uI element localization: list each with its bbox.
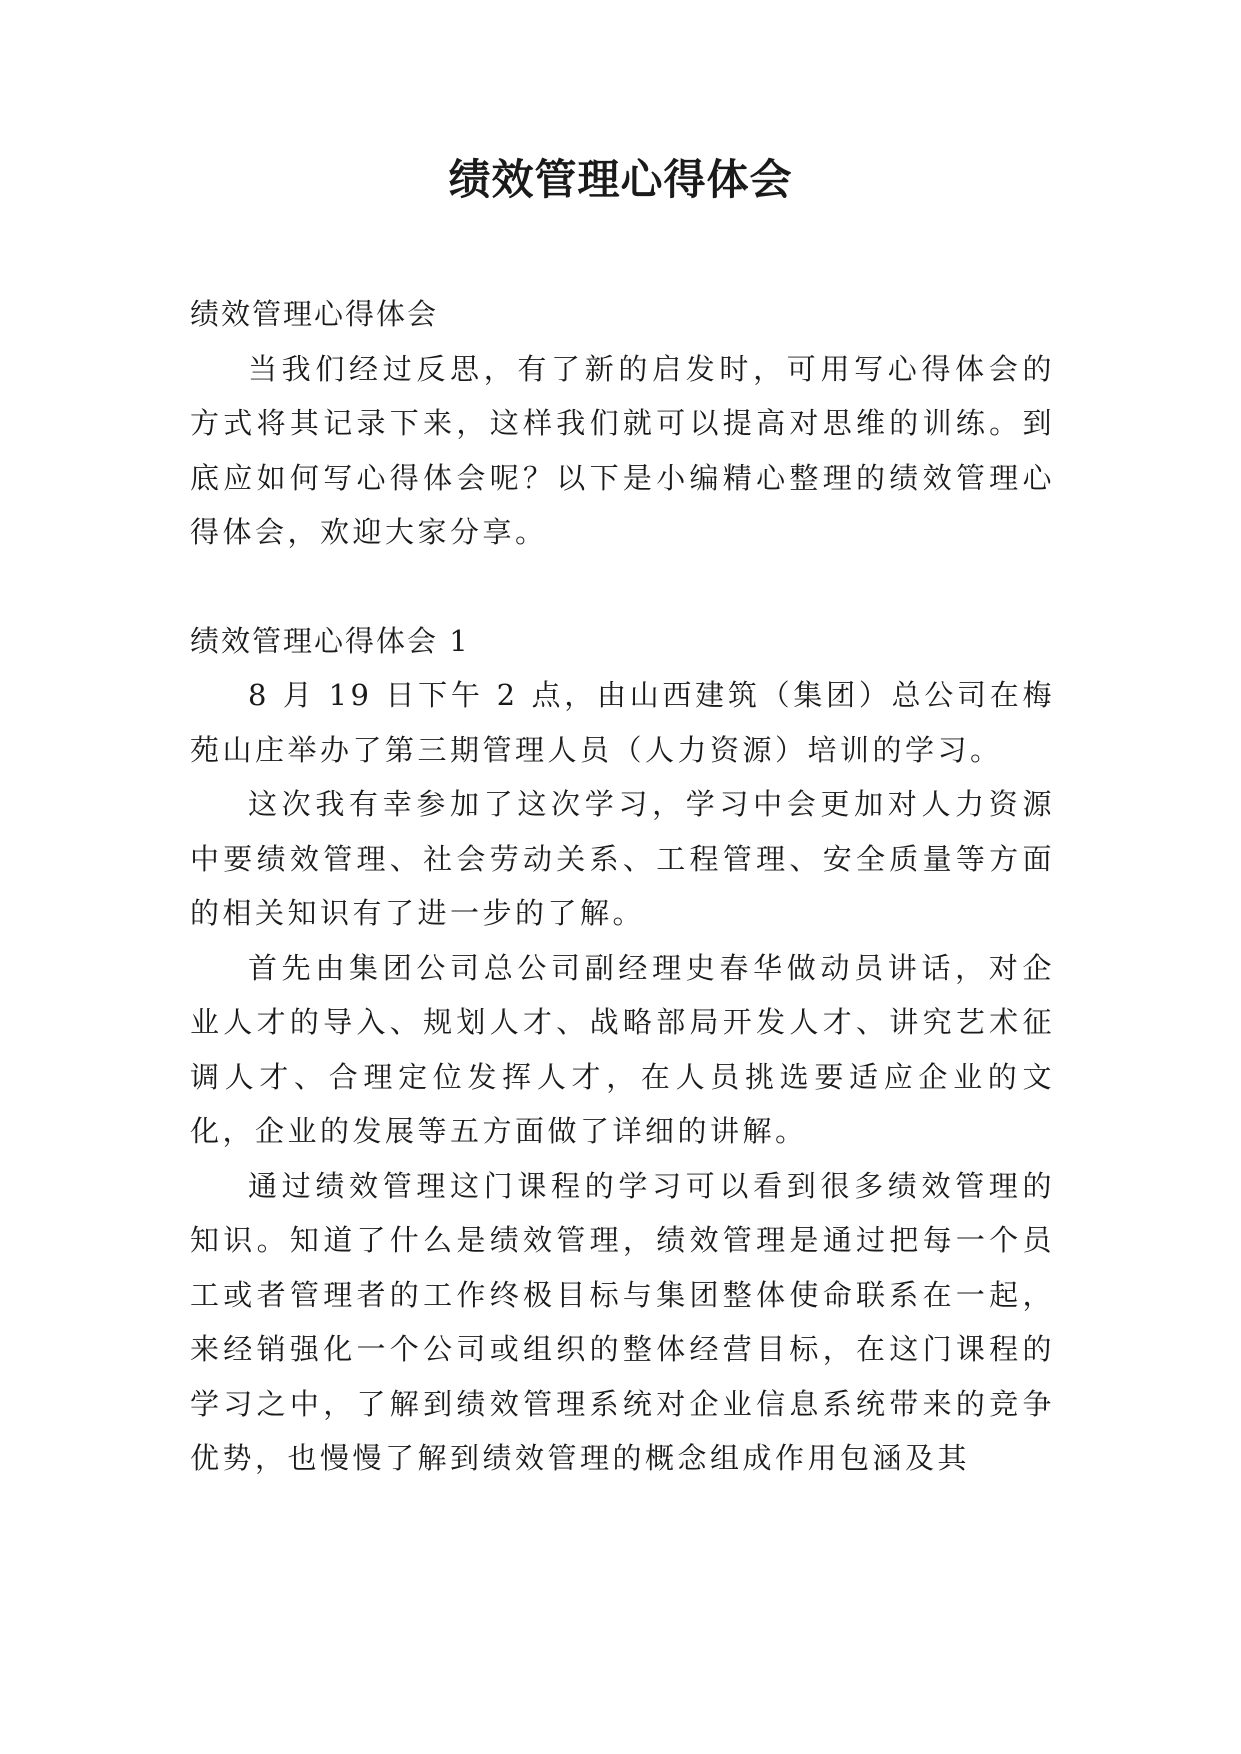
paragraph-spacer [190,560,1055,614]
intro-paragraph: 当我们经过反思，有了新的启发时，可用写心得体会的方式将其记录下来，这样我们就可以提高对思维的训练。到底应如何写心得体会呢？以下是小编精心整理的绩效管理心得体会，欢迎大家分享。 [190,351,1055,549]
document-subtitle: 绩效管理心得体会 [190,297,439,331]
body-paragraph: 首先由集团公司总公司副经理史春华做动员讲话，对企业人才的导入、规划人才、战略部局开发人才、讲究艺术征调人才、合理定位发挥人才，在人员挑选要适应企业的文化，企业的发展等五方面做了详细的讲解。 [190,950,1055,1148]
body-paragraph: 通过绩效管理这门课程的学习可以看到很多绩效管理的知识。知道了什么是绩效管理，绩效管理是通过把每一个员工或者管理者的工作终极目标与集团整体使命联系在一起，来经销强化一个公司或组织的整体经营目标，在这门课程的学习之中，了解到绩效管理系统对企业信息系统带来的竞争优势，也慢慢了解到绩效管理的概念组成作用包涵及其 [190,1168,1055,1475]
body-paragraph: 8 月 19 日下午 2 点，由山西建筑（集团）总公司在梅苑山庄举办了第三期管理人员（人力资源）培训的学习。 [190,678,1055,767]
body-paragraph: 这次我有幸参加了这次学习，学习中会更加对人力资源中要绩效管理、社会劳动关系、工程管理、安全质量等方面的相关知识有了进一步的了解。 [190,787,1055,930]
document-body [190,287,1055,1486]
section-heading: 绩效管理心得体会 1 [190,623,470,658]
document-title: 绩效管理心得体会 [448,155,793,204]
